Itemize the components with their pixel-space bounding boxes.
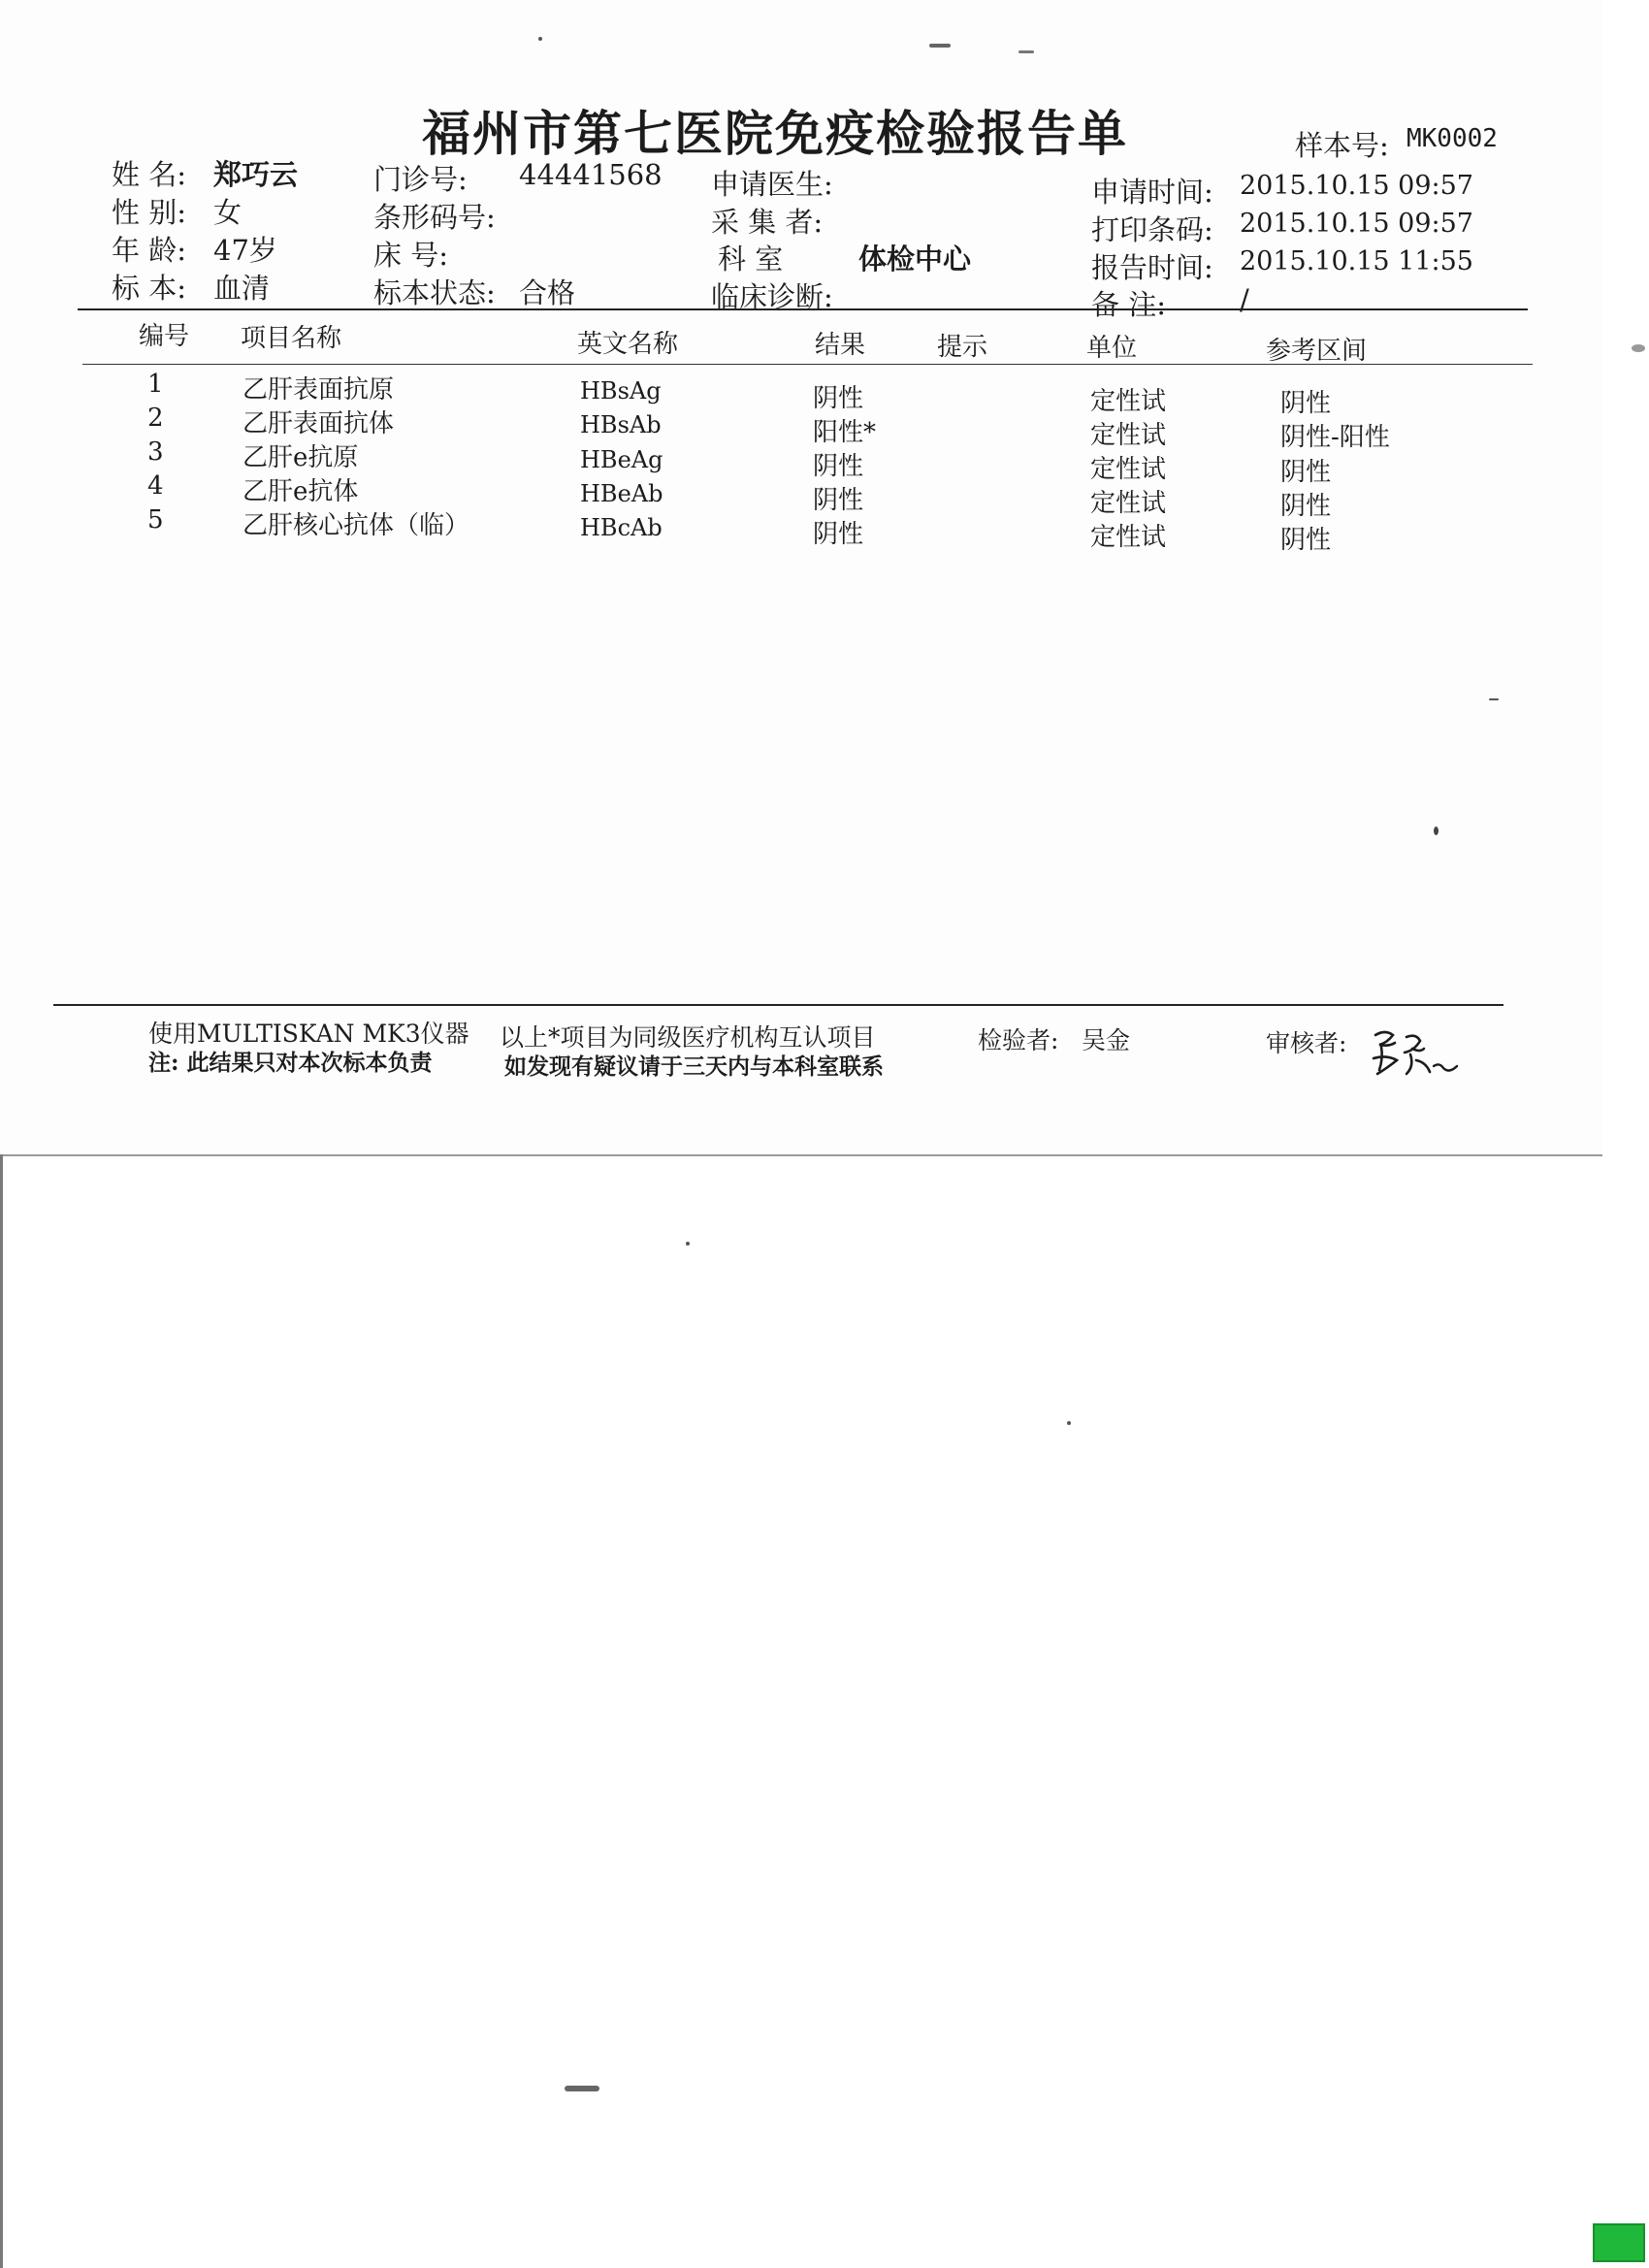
bed-label: 床 号: (373, 239, 448, 272)
footer-rule (53, 1004, 1504, 1006)
sex-label: 性 别: (112, 196, 186, 229)
row5-unit: 定性试 (1090, 523, 1167, 552)
row5-no: 5 (147, 505, 164, 535)
row4-unit: 定性试 (1090, 489, 1167, 518)
row3-unit: 定性试 (1090, 455, 1167, 484)
row4-no: 4 (147, 471, 164, 501)
row1-unit: 定性试 (1090, 387, 1167, 416)
row4-item: 乙肝e抗体 (242, 477, 359, 506)
specimen-value: 血清 (213, 272, 271, 305)
request-time-value: 2015.10.15 09:57 (1240, 171, 1473, 201)
scan-speck (1067, 1421, 1071, 1425)
row3-reference: 阴性 (1280, 458, 1332, 487)
reviewer-label: 审核者: (1266, 1029, 1347, 1057)
report-slip (0, 0, 1602, 1156)
department-value: 体检中心 (858, 243, 972, 275)
corner-badge (1593, 2223, 1645, 2262)
row1-result: 阴性 (813, 384, 864, 413)
diagnosis-label: 临床诊断: (711, 280, 833, 313)
row2-no: 2 (147, 404, 164, 433)
request-time-label: 申请时间: (1091, 176, 1213, 209)
mutual-recognition-note: 以上*项目为同级医疗机构互认项目 (500, 1023, 876, 1052)
row2-unit: 定性试 (1090, 421, 1167, 450)
header-bottom-rule (82, 364, 1533, 365)
header-top-rule (78, 308, 1528, 310)
print-time-label: 打印条码: (1091, 213, 1213, 246)
tester-label: 检验者: (978, 1026, 1059, 1054)
row2-result: 阳性* (813, 418, 877, 447)
row4-english: HBeAb (580, 480, 663, 507)
col-header-reference: 参考区间 (1266, 337, 1368, 366)
specimen-status-label: 标本状态: (373, 276, 496, 309)
row3-item: 乙肝e抗原 (242, 443, 359, 472)
doctor-label: 申请医生: (711, 168, 833, 201)
scan-speck (1434, 826, 1439, 835)
report-time-value: 2015.10.15 11:55 (1240, 246, 1473, 276)
collector-label: 采 集 者: (711, 206, 824, 239)
contact-note: 如发现有疑议请于三天内与本科室联系 (504, 1053, 884, 1080)
report-time-label: 报告时间: (1091, 251, 1213, 284)
instrument-note: 使用MULTISKAN MK3仪器 (148, 1020, 469, 1048)
age-label: 年 龄: (112, 234, 186, 267)
sample-no-label: 样本号: (1295, 129, 1389, 162)
responsibility-note: 注: 此结果只对本次标本负责 (148, 1050, 433, 1076)
barcode-label: 条形码号: (373, 201, 496, 234)
col-header-no: 编号 (139, 322, 190, 351)
row1-reference: 阴性 (1280, 389, 1332, 418)
scan-speck (538, 37, 542, 41)
row1-item: 乙肝表面抗原 (242, 375, 395, 405)
patient-name: 郑巧云 (213, 158, 299, 191)
row1-no: 1 (147, 370, 164, 399)
row3-result: 阴性 (813, 452, 864, 481)
row5-reference: 阴性 (1280, 526, 1332, 555)
remark-value: / (1240, 283, 1249, 316)
row5-english: HBcAb (580, 514, 663, 541)
name-label: 姓 名: (112, 158, 186, 191)
col-header-result: 结果 (815, 331, 866, 360)
row2-reference: 阴性-阳性 (1280, 423, 1390, 452)
tester-name: 吴金 (1082, 1026, 1131, 1054)
outpatient-number: 44441568 (519, 158, 663, 191)
row2-item: 乙肝表面抗体 (242, 409, 395, 438)
row4-reference: 阴性 (1280, 492, 1332, 521)
row4-result: 阴性 (813, 486, 864, 515)
row3-english: HBeAg (580, 446, 663, 473)
specimen-label: 标 本: (112, 272, 186, 305)
reviewer-signature (1368, 1023, 1465, 1082)
scan-speck (1018, 50, 1034, 53)
scan-speck (565, 2086, 599, 2091)
col-header-english: 英文名称 (577, 330, 679, 359)
col-header-item: 项目名称 (241, 324, 342, 353)
specimen-status-value: 合格 (519, 276, 576, 309)
report-title: 福州市第七医院免疫检验报告单 (422, 105, 1128, 162)
scan-speck (1632, 344, 1645, 352)
patient-sex: 女 (213, 196, 242, 229)
row5-result: 阴性 (813, 520, 864, 549)
scan-speck (929, 44, 951, 48)
row2-english: HBsAb (580, 411, 662, 438)
scan-edge (0, 1154, 3, 2268)
department-label: 科 室 (718, 243, 784, 275)
row1-english: HBsAg (580, 377, 662, 405)
col-header-unit: 单位 (1086, 334, 1138, 363)
row3-no: 3 (147, 437, 164, 467)
patient-age: 47岁 (213, 234, 277, 267)
row5-item: 乙肝核心抗体（临） (242, 511, 470, 540)
col-header-hint: 提示 (937, 333, 988, 362)
print-time-value: 2015.10.15 09:57 (1240, 209, 1473, 239)
scan-speck (686, 1242, 690, 1246)
remark-label: 备 注: (1091, 288, 1166, 321)
sample-no-value: MK0002 (1406, 124, 1498, 153)
scan-speck (1489, 698, 1499, 700)
outpatient-label: 门诊号: (373, 163, 468, 196)
